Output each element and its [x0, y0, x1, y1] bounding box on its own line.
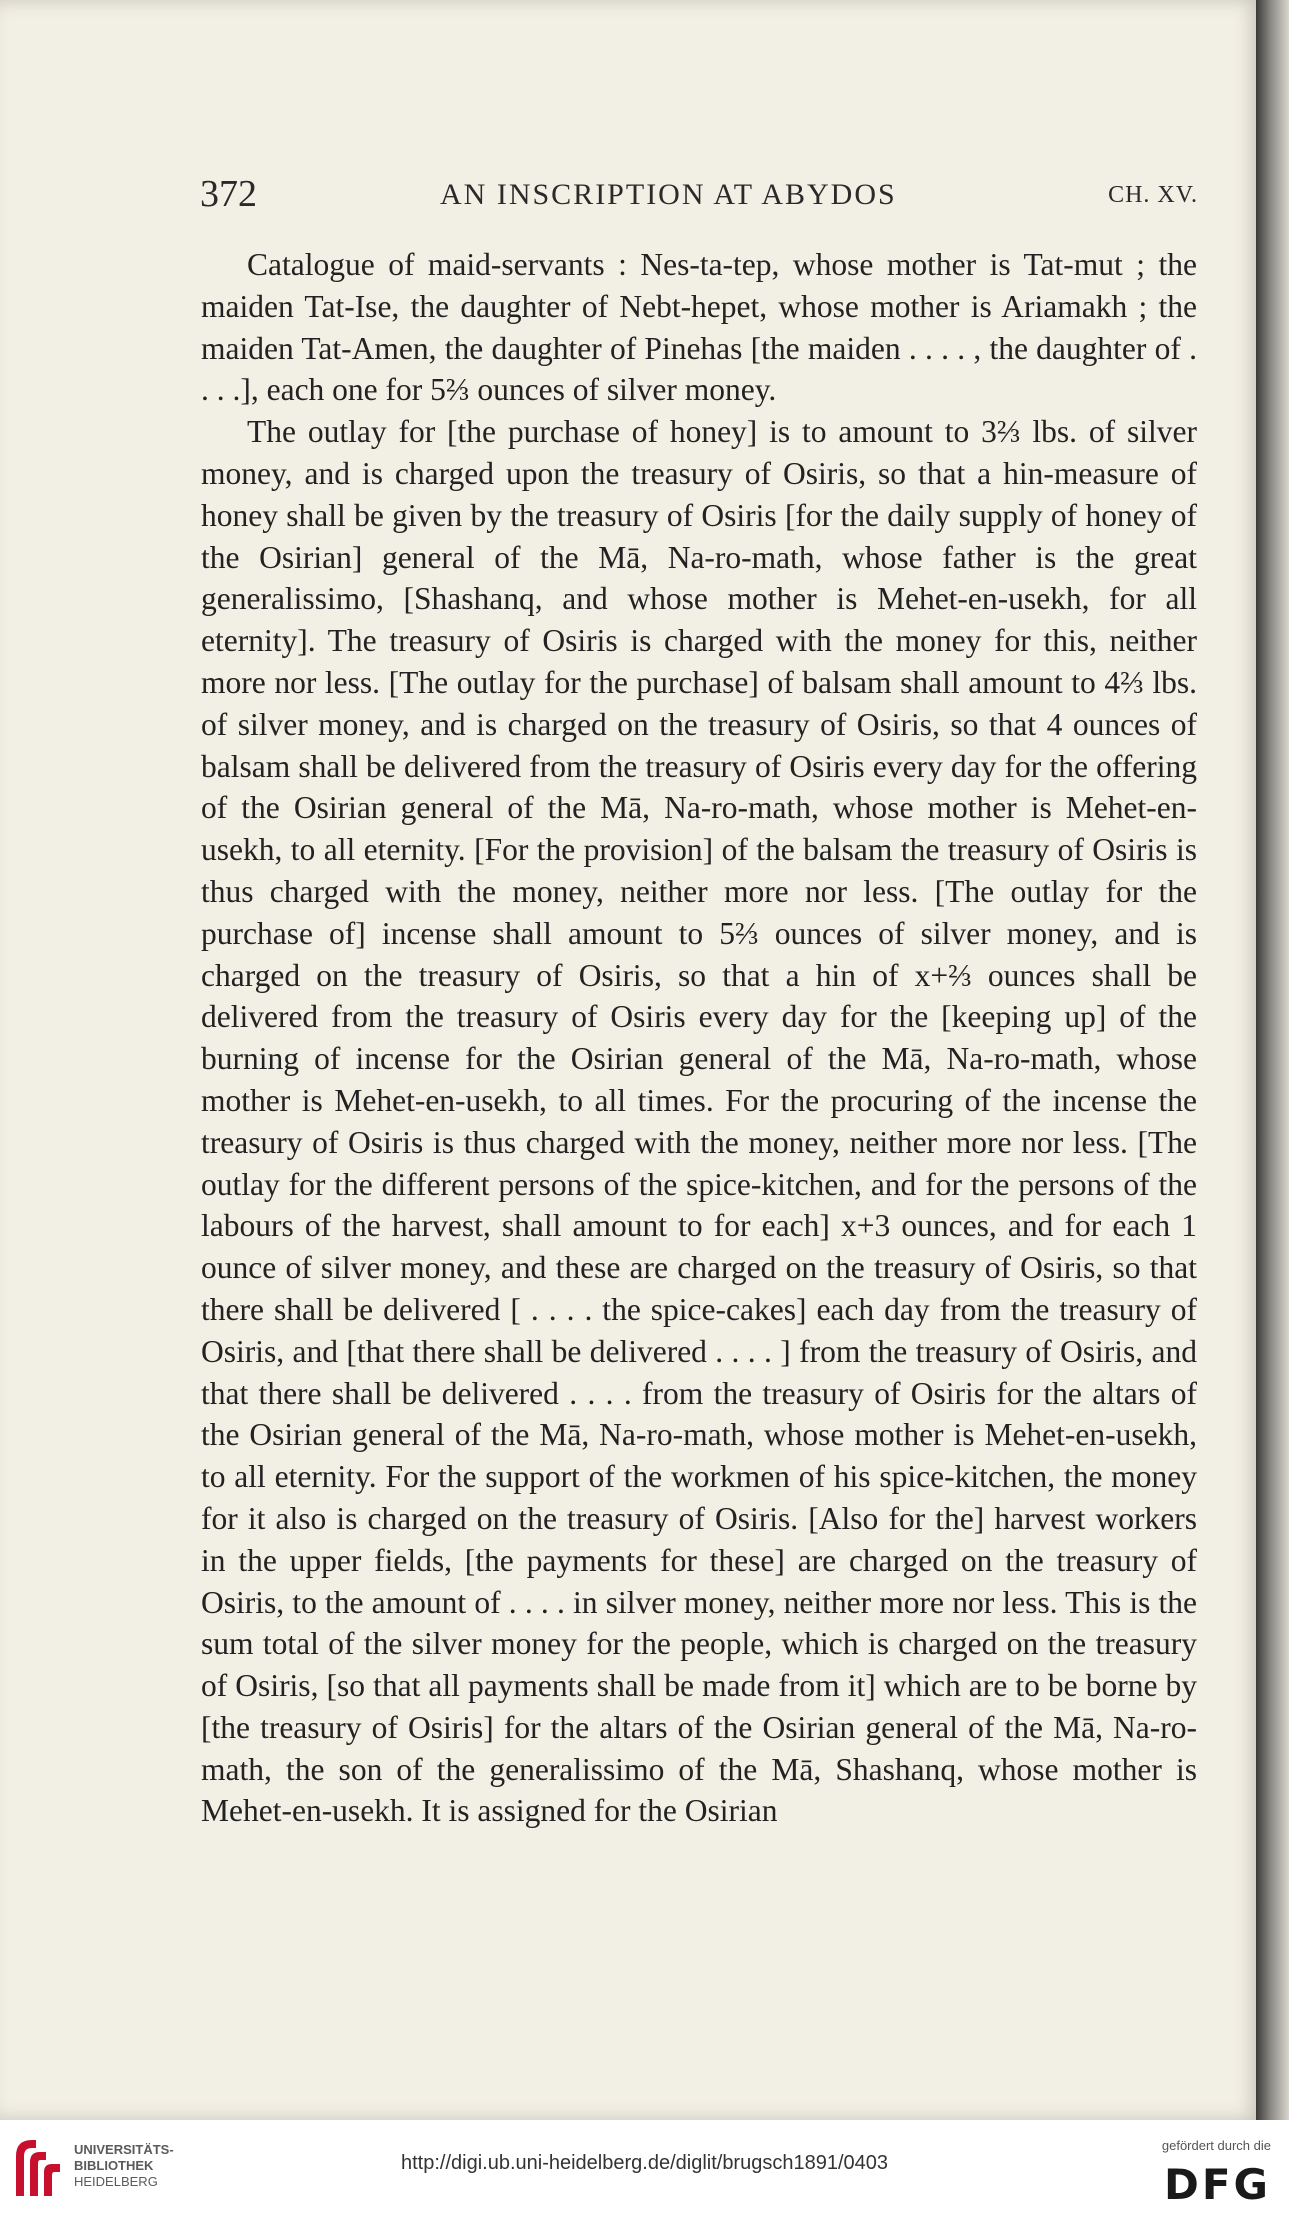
- book-spine-edge: [1256, 0, 1289, 2120]
- paragraph-maid-servants: Catalogue of maid-servants : Nes-ta-tep, whose mother is Tat-mut ; the maiden Tat-Ise, the daughter of Nebt-hepet, whose mother is Ariamakh ; the maiden Tat-Amen, the daughter of Pinehas [the maiden . . . . , the daughter of . . . .], each one for 5⅔ ounces of silver money.: [201, 247, 1197, 408]
- funding-note: gefördert durch die: [1161, 2138, 1271, 2153]
- page-header: [200, 172, 1198, 222]
- chapter-reference: CH. XV.: [1108, 182, 1198, 208]
- permalink-url[interactable]: http://digi.ub.uni-heidelberg.de/diglit/brugsch1891/0403: [400, 2152, 889, 2174]
- library-name-line-1: UNIVERSITÄTS-: [74, 2142, 174, 2157]
- page-number: 372: [200, 173, 257, 215]
- dfg-logo: DFG: [1163, 2160, 1271, 2209]
- library-name-line-2: BIBLIOTHEK: [74, 2158, 154, 2173]
- running-title: AN INSCRIPTION AT ABYDOS: [440, 178, 897, 211]
- digitization-footer: [0, 2120, 1289, 2213]
- body-text: [201, 244, 1197, 1832]
- paragraph-outlay: The outlay for [the purchase of honey] is to amount to 3⅔ lbs. of silver money, and is charged upon the treasury of Osiris, so that a hin-measure of honey shall be given by the treasury of Osiris [for the daily supply of honey of the Osirian] general of the Mā, Na-ro-math, whose father is the great generalissimo, [Shashanq, and whose mother is Mehet-en-usekh, for all eternity]. The treasury of Osiris is charged with the money for this, neither more nor less. [The outlay for the purchase] of balsam shall amount to 4⅔ lbs. of silver money, and is charged on the treasury of Osiris, so that 4 ounces of balsam shall be delivered from the treasury of Osiris every day for the offering of the Osirian general of the Mā, Na-ro-math, whose mother is Mehet-en-usekh, to all eternity. [For the provision] of the balsam the treasury of Osiris is thus charged with the money, neither more nor less. [The outlay for the purchase of] incense shall amount to 5⅔ ounces of silver money, and is charged on the treasury of Osiris, so that a hin of x+⅔ ounces shall be delivered from the treasury of Osiris every day for the [keeping up] of the burning of incense for the Osirian general of the Mā, Na-ro-math, whose mother is Mehet-en-usekh, to all times. For the procuring of the incense the treasury of Osiris is thus charged with the money, neither more nor less. [The outlay for the different persons of the spice-kitchen, and for the persons of the labours of the harvest, shall amount to for each] x+3 ounces, and for each 1 ounce of silver money, and these are charged on the treasury of Osiris, so that there shall be delivered [ . . . . the spice-cakes] each day from the treasury of Osiris, and [that there shall be delivered . . . . ] from the treasury of Osiris, and that there shall be delivered . . . . from the treasury of Osiris for the altars of the Osirian general of the Mā, Na-ro-math, whose mother is Mehet-en-usekh, to all eternity. For the support of the workmen of his spice-kitchen, the money for it also is charged on the treasury of Osiris. [Also for the] harvest workers in the upper fields, [the payments for these] are charged on the treasury of Osiris, to the amount of . . . . in silver money, neither more nor less. This is the sum total of the silver money for the people, which is charged on the treasury of Osiris, [so that all payments shall be made from it] which are to be borne by [the treasury of Osiris] for the altars of the Osirian general of the Mā, Na-ro-math, the son of the generalissimo of the Mā, Shashanq, whose mother is Mehet-en-usekh. It is assigned for the Osirian: [201, 414, 1197, 1829]
- library-name-line-3: HEIDELBERG: [74, 2174, 158, 2189]
